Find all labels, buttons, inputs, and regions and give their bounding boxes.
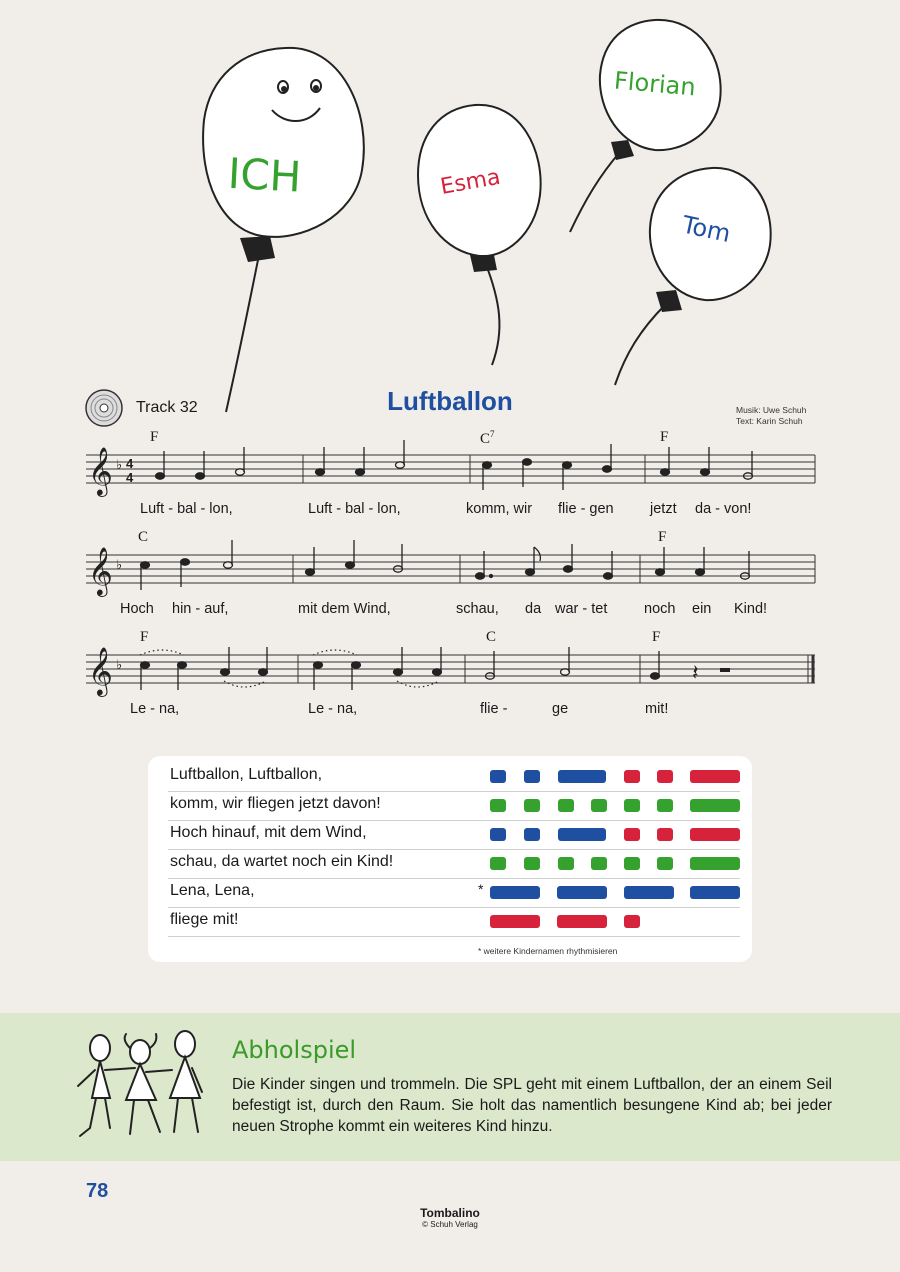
text-credit: Text: Karin Schuh [736,416,803,426]
rhythm-block [490,857,506,870]
rhythm-block [690,886,740,899]
rhythm-row-label: fliege mit! [170,911,239,928]
svg-text:♭: ♭ [116,658,123,673]
balloon-label-tom: Tom [679,210,734,248]
rhythm-block [624,886,674,899]
page-number: 78 [86,1180,109,1202]
rhythm-block [558,828,606,841]
rhythm-block [690,770,740,783]
rhythm-block [558,770,606,783]
svg-text:𝄞: 𝄞 [88,646,113,695]
rhythm-row [168,907,740,937]
chord: F [140,629,149,645]
song-title: Luftballon [387,386,513,416]
lyric: Luft - bal - lon, [140,501,233,517]
chord: F [652,629,661,645]
svg-text:♭: ♭ [116,458,123,473]
staff-line-1 [0,425,900,525]
rhythm-block [524,828,540,841]
lyric: Le - na, [130,701,180,717]
balloon-illustration [0,0,900,420]
rhythm-block [524,799,540,812]
music-credit: Musik: Uwe Schuh [736,405,807,415]
rhythm-block [657,857,673,870]
rhythm-row [168,849,740,879]
game-title: Abholspiel [232,1036,357,1064]
lyric: war - tet [555,601,608,617]
rhythm-block [657,770,673,783]
rhythm-row-label: komm, wir fliegen jetzt davon! [170,795,381,812]
rhythm-block [690,857,740,870]
music-staff [0,625,900,705]
rhythm-block [490,828,506,841]
game-description: Die Kinder singen und trommeln. Die SPL geht mit einem Luftballon, der an einem Seil befestigt ist, durch den Raum. Sie holt das namentlich besungene Kind ab; bei jeder neuen Strophe kommt ein weiteres Kind hinzu. [232,1076,832,1135]
chord: F [660,429,669,445]
copyright: © Schuh Verlag [422,1220,478,1229]
lyric: ein [692,601,712,617]
chord: C [486,629,497,645]
rhythm-block [558,857,574,870]
logo-text: Tombalino [420,1206,480,1220]
balloon-label-florian: Florian [613,66,697,102]
lyric: Luft - bal - lon, [308,501,401,517]
staff-line-2 [0,525,900,625]
svg-text:4: 4 [126,470,134,485]
rhythm-footnote: * weitere Kindernamen rhythmisieren [478,946,618,956]
chord: F [658,529,667,545]
lyric: jetzt [650,501,677,517]
rhythm-block [624,770,640,783]
balloon-ich-shape [203,48,364,237]
asterisk: * [478,881,484,897]
rhythm-row-label: Lena, Lena, [170,882,255,899]
lyric: Hoch [120,601,154,617]
music-staff [0,525,900,605]
rhythm-block [657,828,673,841]
svg-text:𝄞: 𝄞 [88,446,113,495]
track-label: Track 32 [136,399,198,416]
balloon-label-ich: ICH [226,148,303,202]
rhythm-block [490,799,506,812]
rhythm-block [558,799,574,812]
chord: F [150,429,159,445]
rhythm-block [557,886,607,899]
svg-text:♭: ♭ [116,558,123,573]
rhythm-row [168,820,740,850]
rhythm-row [168,791,740,821]
rhythm-block [524,770,540,783]
rhythm-block [591,857,607,870]
rhythm-row-label: Hoch hinauf, mit dem Wind, [170,824,367,841]
lyric: mit! [645,701,669,717]
children-holding-hands-illustration [60,1028,210,1148]
balloon-label-esma: Esma [438,164,503,200]
rhythm-row [168,762,740,792]
lyric: ge [552,701,569,717]
rhythm-block [690,799,740,812]
lyric: komm, wir [466,501,533,517]
rhythm-block [624,799,640,812]
lyric: flie - [480,701,508,717]
rhythm-block [591,799,607,812]
rhythm-row-label: Luftballon, Luftballon, [170,766,323,783]
music-staff [0,425,900,505]
rhythm-block [690,828,740,841]
svg-text:4: 4 [126,456,134,471]
svg-text:𝄞: 𝄞 [88,546,113,595]
song-credits [736,405,806,427]
rhythm-row [168,878,740,908]
lyric: hin - auf, [172,601,229,617]
lyric: schau, [456,601,499,617]
lyric: Kind! [734,601,768,617]
lyric: mit dem Wind, [298,601,391,617]
rhythm-block [490,886,540,899]
rhythm-block [490,770,506,783]
lyric: da - von! [695,501,752,517]
svg-text:𝄽: 𝄽 [692,661,699,686]
rhythm-block [657,799,673,812]
rhythm-block [624,828,640,841]
lyric: noch [644,601,676,617]
lyric: Le - na, [308,701,358,717]
rhythm-block [624,857,640,870]
rhythm-block [490,915,540,928]
chord: $C^7$ [480,429,495,447]
lyric: da [525,601,542,617]
rhythm-block [524,857,540,870]
rhythm-row-label: schau, da wartet noch ein Kind! [170,853,394,870]
rhythm-block [624,915,640,928]
rhythm-panel [148,756,752,962]
chord: C [138,529,149,545]
lyric: flie - gen [558,501,614,517]
rhythm-block [557,915,607,928]
publisher-logo [0,1206,900,1229]
staff-line-3 [0,625,900,725]
